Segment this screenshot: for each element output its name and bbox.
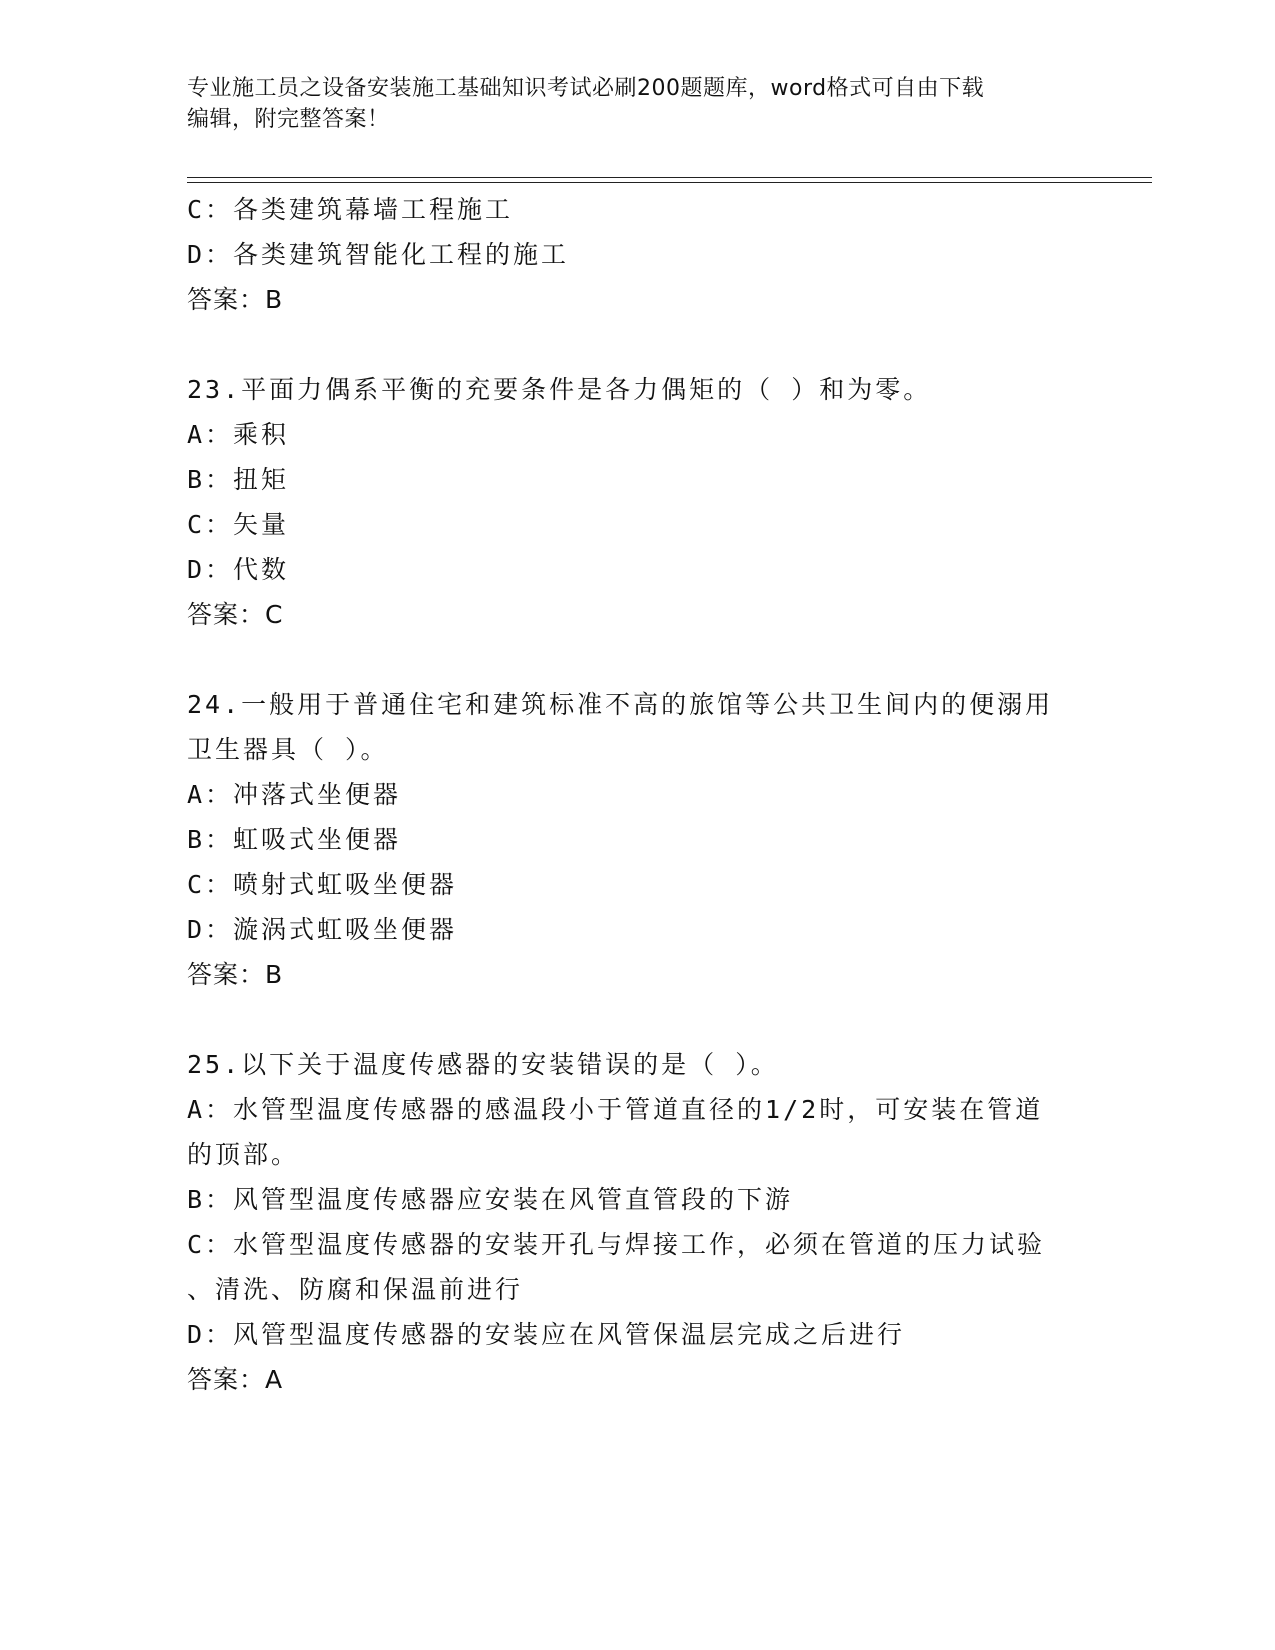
q25-option-c-line-1: C：水管型温度传感器的安装开孔与焊接工作，必须在管道的压力试验 bbox=[187, 1230, 1046, 1259]
q25-option-c-line-2: 、清洗、防腐和保温前进行 bbox=[187, 1275, 524, 1304]
header-title-line-1: 专业施工员之设备安装施工基础知识考试必刷200题题库，word格式可自由下载 bbox=[187, 76, 985, 101]
q23-option-d: D：代数 bbox=[187, 555, 290, 584]
q24-answer: 答案：B bbox=[187, 960, 284, 989]
q24-option-c: C：喷射式虹吸坐便器 bbox=[187, 870, 458, 899]
header-divider-top bbox=[187, 177, 1152, 178]
q25-stem: 25.以下关于温度传感器的安装错误的是（ ）。 bbox=[187, 1050, 779, 1079]
q22-option-d: D：各类建筑智能化工程的施工 bbox=[187, 240, 570, 269]
header-divider-bottom bbox=[187, 182, 1152, 183]
q25-option-b: B：风管型温度传感器应安装在风管直管段的下游 bbox=[187, 1185, 794, 1214]
q25-option-a-line-1: A：水管型温度传感器的感温段小于管道直径的1/2时，可安装在管道 bbox=[187, 1095, 1044, 1124]
q24-stem-line-1: 24.一般用于普通住宅和建筑标准不高的旅馆等公共卫生间内的便溺用 bbox=[187, 690, 1054, 719]
q23-stem: 23.平面力偶系平衡的充要条件是各力偶矩的（ ）和为零。 bbox=[187, 375, 932, 404]
header-title-line-2: 编辑，附完整答案！ bbox=[187, 107, 390, 132]
q24-stem-line-2: 卫生器具（ ）。 bbox=[187, 735, 389, 764]
q23-option-c: C：矢量 bbox=[187, 510, 290, 539]
document-header bbox=[187, 73, 1067, 135]
q23-option-a: A：乘积 bbox=[187, 420, 290, 449]
q25-option-a-line-2: 的顶部。 bbox=[187, 1140, 300, 1169]
q24-option-d: D：漩涡式虹吸坐便器 bbox=[187, 915, 458, 944]
q24-option-a: A：冲落式坐便器 bbox=[187, 780, 402, 809]
q22-answer: 答案：B bbox=[187, 285, 284, 314]
q24-option-b: B：虹吸式坐便器 bbox=[187, 825, 402, 854]
q25-option-d: D：风管型温度传感器的安装应在风管保温层完成之后进行 bbox=[187, 1320, 906, 1349]
q23-answer: 答案：C bbox=[187, 600, 284, 629]
q23-option-b: B：扭矩 bbox=[187, 465, 290, 494]
q25-answer: 答案：A bbox=[187, 1365, 284, 1394]
q22-option-c: C：各类建筑幕墙工程施工 bbox=[187, 195, 514, 224]
